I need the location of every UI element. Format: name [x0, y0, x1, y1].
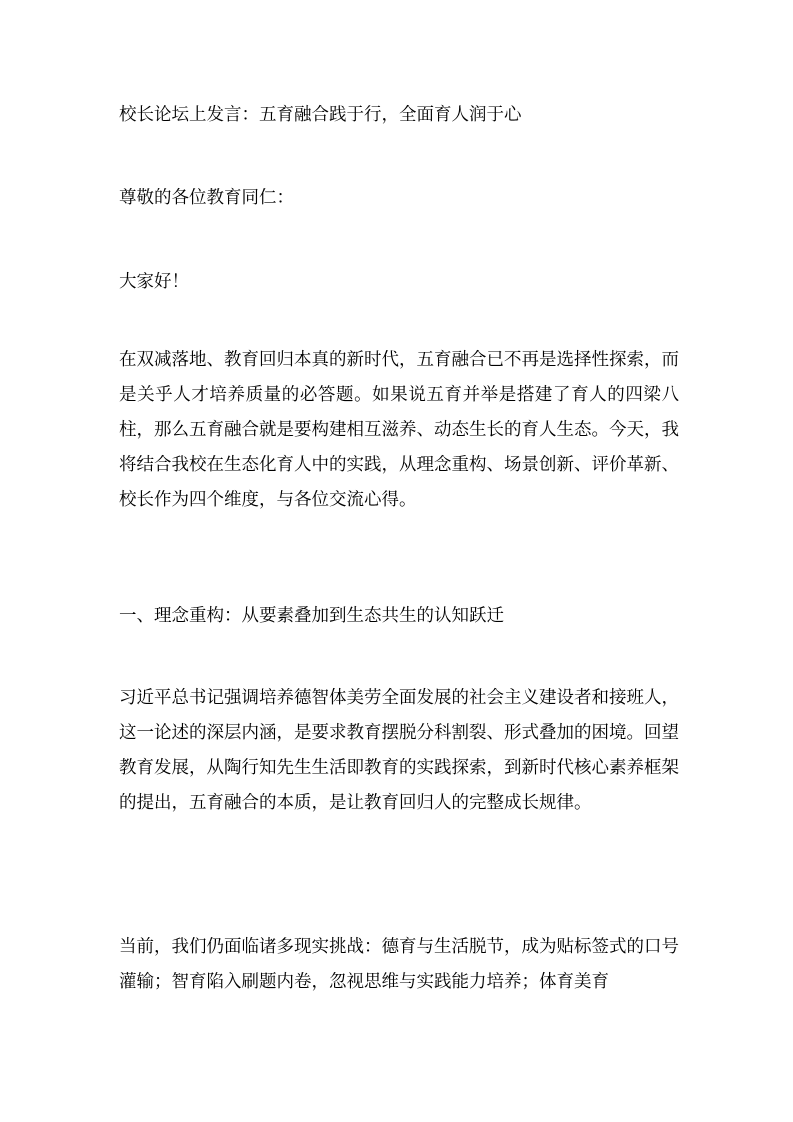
paragraph-section-one: 习近平总书记强调培养德智体美劳全面发展的社会主义建设者和接班人，这一论述的深层内涵，是要求教育摆脱分科割裂、形式叠加的困境。回望教育发展，从陶行知先生生活即教育的实践探索，到新时代核心素养框架的提出，五育融合的本质，是让教育回归人的完整成长规律。 — [119, 688, 679, 813]
paragraph-challenges: 当前，我们仍面临诸多现实挑战：德育与生活脱节，成为贴标签式的口号灌输；智育陷入刷题内卷，忽视思维与实践能力培养；体育美育 — [119, 937, 679, 992]
greeting-line: 大家好！ — [119, 272, 189, 292]
document-title: 校长论坛上发言：五育融合践于行，全面育人润于心 — [119, 105, 522, 125]
salutation-line: 尊敬的各位教育同仁： — [119, 188, 294, 208]
paragraph-introduction: 在双减落地、教育回归本真的新时代，五育融合已不再是选择性探索，而是关乎人才培养质量的必答题。如果说五育并举是搭建了育人的四梁八柱，那么五育融合就是要构建相互滋养、动态生长的育人生态。今天，我将结合我校在生态化育人中的实践，从理念重构、场景创新、评价革新、校长作为四个维度，与各位交流心得。 — [119, 350, 679, 510]
section-heading-one: 一、理念重构：从要素叠加到生态共生的认知跃迁 — [119, 606, 504, 626]
